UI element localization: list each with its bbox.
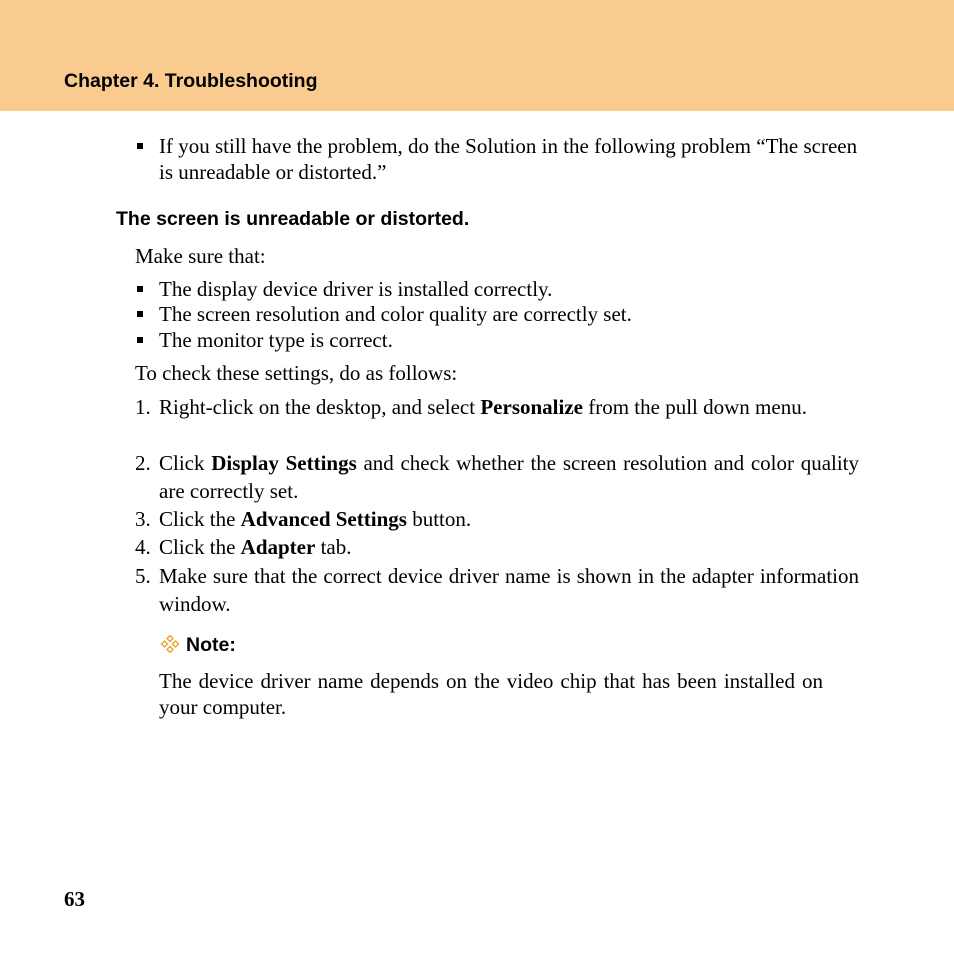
checklist-item-text: The display device driver is installed correctly. (159, 277, 553, 301)
step-ui-term: Advanced Settings (240, 507, 407, 531)
checklist-item-text: The screen resolution and color quality are correctly set. (159, 302, 632, 326)
section-heading: The screen is unreadable or distorted. (116, 208, 470, 230)
step-text-before: Click the (159, 507, 241, 531)
step-number: 4. (135, 535, 151, 559)
step-item (135, 533, 859, 561)
step-ui-term: Display Settings (211, 451, 357, 475)
step-item (135, 562, 859, 618)
steps-intro: To check these settings, do as follows: (135, 361, 458, 385)
step-text (159, 393, 859, 421)
intro-bullet-text: If you still have the problem, do the Solution in the following problem “The screen is unreadable or distorted.” (159, 134, 858, 184)
note-label: Note: (186, 634, 236, 656)
step-item (135, 449, 859, 505)
checklist-item (135, 276, 859, 302)
step-text (159, 533, 859, 561)
page-number: 63 (64, 887, 85, 911)
checklist-item-text: The monitor type is correct. (159, 328, 393, 352)
step-number: 1. (135, 395, 151, 419)
step-number: 2. (135, 451, 151, 475)
step-text-after: from the pull down menu. (582, 395, 807, 419)
checklist-item (135, 327, 859, 353)
step-number: 5. (135, 564, 151, 588)
chapter-title: Chapter 4. Troubleshooting (64, 70, 318, 92)
step-text (159, 449, 859, 505)
square-bullet-icon (137, 143, 143, 149)
note-label-row (160, 632, 236, 658)
step-text-before: Make sure that the correct device driver name is shown in the adapter information window. (159, 564, 859, 616)
square-bullet-icon (137, 337, 143, 343)
step-text-before: Click the (159, 535, 241, 559)
checklist-item (135, 301, 859, 327)
step-text-after: tab. (315, 535, 352, 559)
step-number: 3. (135, 507, 151, 531)
step-text-before: Right-click on the desktop, and select (159, 395, 481, 419)
intro-bullet-item (135, 133, 859, 185)
step-ui-term: Personalize (480, 395, 583, 419)
step-text (159, 562, 859, 618)
chapter-header-band (0, 0, 954, 111)
step-text-after: button. (406, 507, 472, 531)
step-item (135, 393, 859, 421)
step-text-after: and check whether the screen resolution and color quality are correctly set. (159, 451, 860, 503)
make-sure-label: Make sure that: (135, 244, 266, 268)
square-bullet-icon (137, 286, 143, 292)
step-ui-term: Adapter (240, 535, 316, 559)
step-item (135, 505, 859, 533)
square-bullet-icon (137, 311, 143, 317)
note-text: The device driver name depends on the video chip that has been installed on your computer. (159, 669, 823, 719)
step-text (159, 505, 859, 533)
step-text-before: Click (159, 451, 212, 475)
four-diamond-note-icon (160, 634, 180, 654)
